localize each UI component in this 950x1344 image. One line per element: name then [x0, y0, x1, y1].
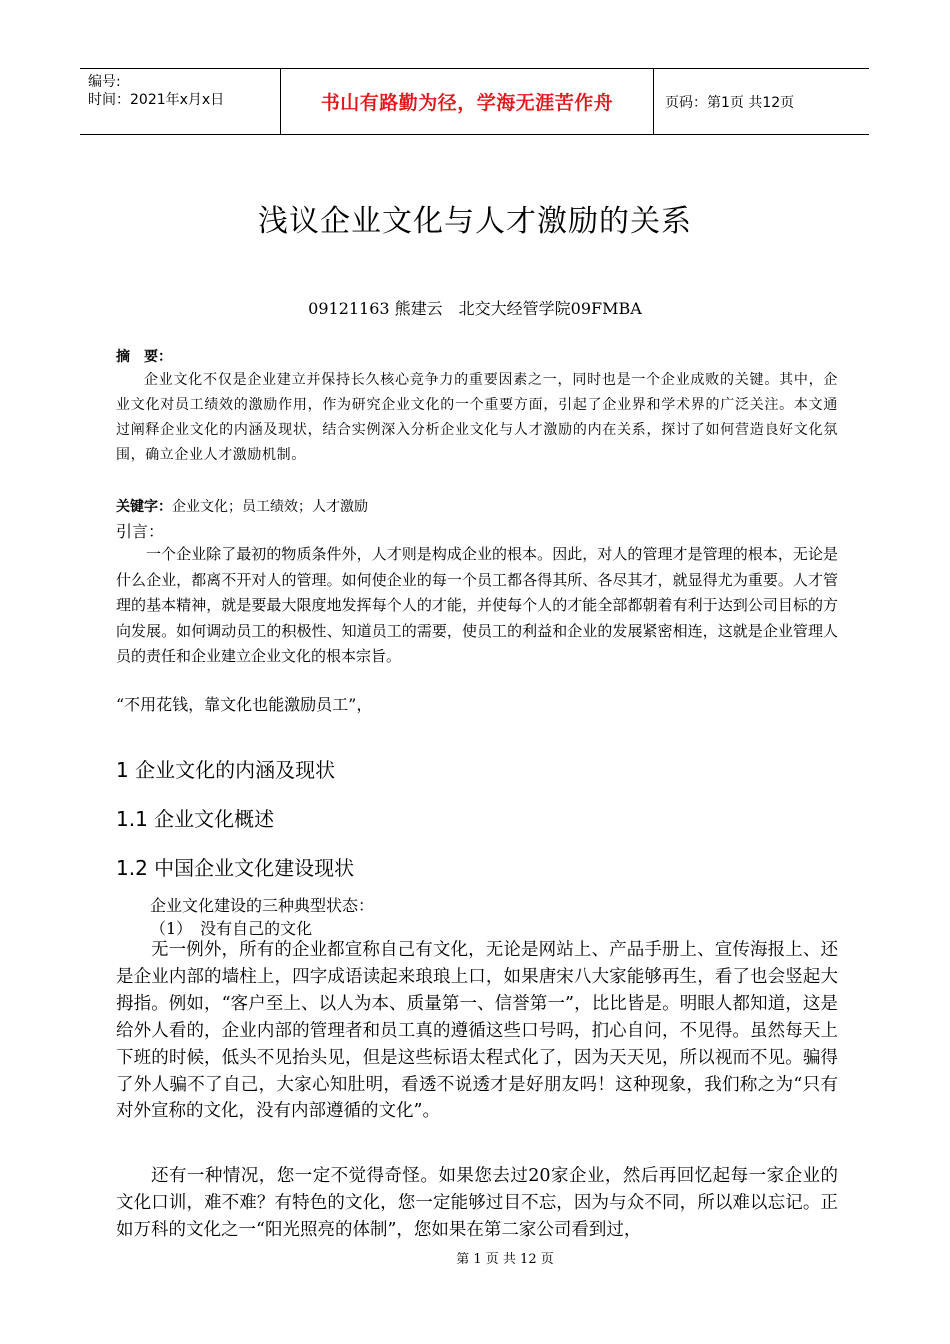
body-paragraph-2: 还有一种情况，您一定不觉得奇怪。如果您去过20家企业，然后再回忆起每一家企业的文化口训，难不难？有特色的文化，您一定能够过目不忘，因为与众不同，所以难以忘记。正如万科的文化之一“阳光照亮的体制”，您如果在第二家公司看到过，	[116, 1166, 838, 1240]
header-time-label: 时间：2021年x月x日	[88, 92, 225, 108]
header-motto: 书山有路勤为径，学海无涯苦作舟	[281, 69, 654, 134]
section-heading-1-2: 1.2 中国企业文化建设现状	[116, 856, 355, 880]
author-line: 09121163 熊建云 北交大经管学院09FMBA	[308, 299, 642, 318]
intro-label: 引言：	[116, 522, 165, 541]
section-heading-1-1: 1.1 企业文化概述	[116, 807, 275, 831]
document-title: 浅议企业文化与人才激励的关系	[258, 204, 692, 239]
intro-paragraph: 一个企业除了最初的物质条件外，人才则是构成企业的根本。因此，对人的管理才是管理的根本，无论是什么企业，都离不开对人的管理。如何使企业的每一个员工都各得其所、各尽其才，就显得尤为重要。人才管理的基本精神，就是要最大限度地发挥每个人的才能，并使每个人的才能全部都朝着有利于达到公司目标的方向发展。如何调动员工的积极性、知道员工的需要，使员工的利益和企业的发展紧密相连，这就是企业管理人员的责任和企业建立企业文化的根本宗旨。	[116, 545, 838, 665]
document-header	[80, 68, 869, 135]
header-meta	[80, 69, 281, 134]
quote-line: “不用花钱，靠文化也能激励员工”，	[116, 695, 373, 714]
keywords-line	[116, 496, 368, 516]
state-item-1: （1） 没有自己的文化	[150, 919, 313, 938]
section-heading-1: 1 企业文化的内涵及现状	[116, 758, 336, 782]
abstract-text: 企业文化不仅是企业建立并保持长久核心竞争力的重要因素之一，同时也是一个企业成败的关键。其中，企业文化对员工绩效的激励作用，作为研究企业文化的一个重要方面，引起了企业界和学术界的广泛关注。本文通过阐释企业文化的内涵及现状，结合实例深入分析企业文化与人才激励的内在关系，探讨了如何营造良好文化氛围，确立企业人才激励机制。	[116, 372, 838, 463]
body-paragraph-1: 无一例外，所有的企业都宣称自己有文化，无论是网站上、产品手册上、宣传海报上、还是企业内部的墙柱上，四字成语读起来琅琅上口，如果唐宋八大家能够再生，看了也会竖起大拇指。例如，“客户至上、以人为本、质量第一、信誉第一”，比比皆是。明眼人都知道，这是给外人看的，企业内部的管理者和员工真的遵循这些口号吗，扪心自问，不见得。虽然每天上下班的时候，低头不见抬头见，但是这些标语太程式化了，因为天天见，所以视而不见。骗得了外人骗不了自己，大家心知肚明，看透不说透才是好朋友吗！这种现象，我们称之为“只有对外宣称的文化，没有内部遵循的文化”。	[116, 940, 838, 1122]
header-page-info: 页码：第1页 共12页	[665, 94, 795, 111]
keywords-text: 企业文化；员工绩效；人才激励	[172, 499, 368, 515]
page-footer: 第 1 页 共 12 页	[456, 1252, 554, 1267]
keywords-label: 关键字：	[116, 499, 172, 515]
abstract-label: 摘 要：	[116, 349, 172, 365]
header-number-label: 编号:	[88, 74, 121, 90]
states-intro: 企业文化建设的三种典型状态：	[150, 896, 375, 915]
